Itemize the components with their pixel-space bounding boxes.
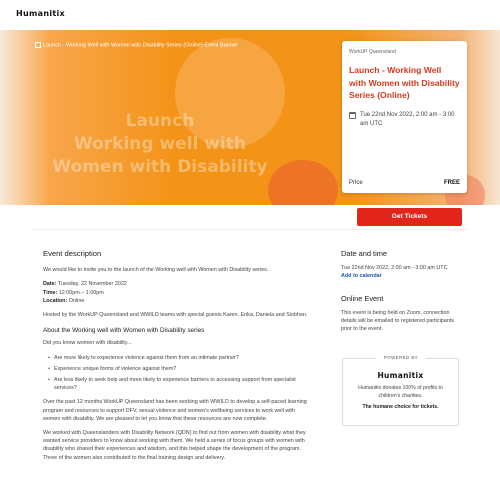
calendar-icon: [349, 112, 356, 119]
intro-text: We would like to invite you to the launch of the Working well with Women with Disability series.: [43, 267, 269, 274]
humanitix-logo[interactable]: Humanitix: [16, 9, 65, 18]
get-tickets-button[interactable]: Get Tickets: [357, 208, 462, 226]
event-date: [349, 111, 460, 129]
paragraph: Over the past 12 months WorkUP Queensland has been working with WWILD to develop a self-paced learning program and resources to support DFV, sexual violence and women's wellbeing services to work well with women with disability. We are pleased to let you know that these resources are now complete.: [43, 399, 307, 422]
event-sidebar: [341, 250, 466, 347]
about-heading: About the Working well with Women with Disability series: [43, 327, 205, 335]
did-you-know-text: Did you know women with disability...: [43, 340, 132, 347]
online-event-text: This event is being held on Zoom, connection details will be emailed to registered participants prior to the event.: [341, 309, 454, 333]
facts-list: [43, 354, 308, 393]
add-to-calendar-link[interactable]: Add to calendar: [341, 273, 382, 280]
price-value: FREE: [443, 180, 460, 186]
event-details: [43, 280, 308, 305]
time-value: 12:00pm – 1:00pm: [58, 289, 104, 296]
location-label: Location:: [43, 297, 68, 304]
list-item: • Are more likely to experience violence against them from an intimate partner?: [49, 354, 308, 362]
event-date-text: Tue 22nd Nov 2022, 2:00 am - 3:00 am UTC: [360, 111, 455, 127]
hosted-text: Hosted by the WorkUP Queensland and WWILD teams with special guests Karen, Erika, Daniela and Siobhan.: [43, 312, 308, 319]
online-event-section: [341, 295, 466, 334]
date-time-section: [341, 250, 466, 281]
online-event-heading: Online Event: [341, 293, 384, 303]
banner-ghost-text: Launch Working well with Women with Disability: [52, 111, 268, 177]
powered-by-tagline: The humane choice for tickets.: [362, 404, 439, 411]
top-navbar: [0, 0, 500, 30]
location-value: Online: [68, 297, 85, 304]
price-row: [349, 180, 460, 186]
event-summary-card: [342, 41, 467, 193]
list-item: • Experience unique forms of violence against them?: [49, 365, 308, 373]
price-label: Price: [349, 180, 363, 186]
broken-image-icon: [35, 42, 41, 48]
banner-alt-text: Launch - Working Well with Women with Disability Series (Online) Event Banner: [35, 42, 238, 48]
list-item: • Are less likely to seek help and more likely to experience barriers to accessing support from specialist services?: [49, 376, 308, 392]
humanitix-logo: Humanitix: [377, 371, 424, 380]
time-label: Time:: [43, 289, 58, 296]
powered-by-box[interactable]: [342, 355, 459, 426]
date-time-value: Tue 22nd Nov 2022, 2:00 am - 3:00 am UTC: [341, 265, 448, 272]
event-description: [43, 250, 308, 468]
date-value: Tuesday, 22 November 2022: [57, 281, 127, 288]
host-name[interactable]: WorkUP Queensland: [349, 49, 396, 55]
date-label: Date:: [43, 281, 57, 288]
powered-by-label: POWERED BY: [376, 355, 426, 360]
event-title: Launch - Working Well with Women with Disability Series (Online): [349, 65, 460, 100]
description-heading: Event description: [43, 249, 102, 258]
paragraph: We worked with Queenslanders with Disability Network (QDN) to find out from women with disability what they wanted service providers to know about working with them. We held a series of focus groups with women with disability who shared their experiences and wisdom, and this helped shape the development of the program. Three of the women also contributed to the final training design and delivery.: [43, 430, 306, 461]
powered-by-text: Humanitix donates 100% of profits to children's charities.: [358, 385, 443, 399]
date-time-heading: Date and time: [341, 249, 388, 258]
